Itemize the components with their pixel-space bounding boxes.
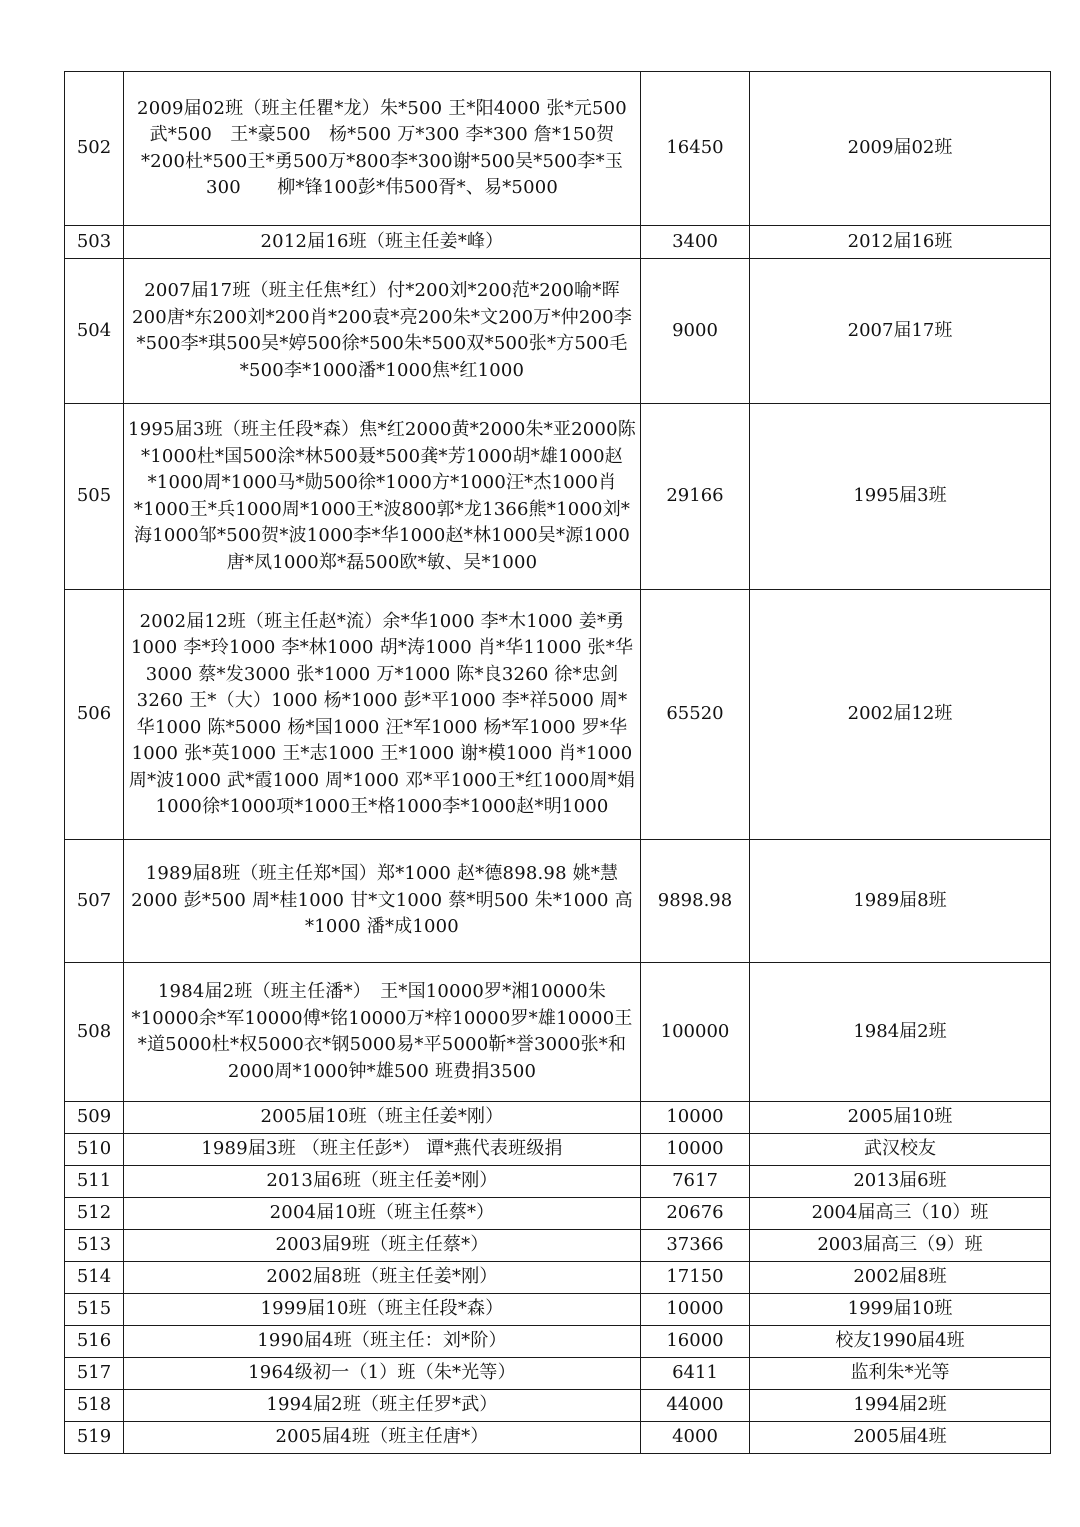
row-number: 511 <box>65 1166 124 1198</box>
table-row <box>65 259 1051 404</box>
amount: 20676 <box>641 1198 750 1230</box>
donor-list: 2002届12班（班主任赵*流）余*华1000 李*木1000 姜*勇1000 李*玲1000 李*林1000 胡*涛1000 肖*华11000 张*华3000 蔡*发3000 张*1000 万*1000 陈*良3260 徐*忠剑3260 王*（大）1000 杨*1000 彭*平1000 李*祥5000 周*华1000 陈*5000 杨*国1000 汪*军1000 杨*军1000 罗*华1000 张*英1000 王*志1000 王*1000 谢*模1000 肖*1000 周*波1000 武*霞1000 周*1000 邓*平1000王*红1000周*娟1000徐*1000项*1000王*格1000李*1000赵*明1000 <box>124 590 641 840</box>
donor-list: 1989届8班（班主任郑*国）郑*1000 赵*德898.98 姚*慧2000 彭*500 周*桂1000 甘*文1000 蔡*明500 朱*1000 高*1000 潘*成1000 <box>124 840 641 963</box>
donor-list: 2004届10班（班主任蔡*） <box>124 1198 641 1230</box>
donor-list: 2005届4班（班主任唐*） <box>124 1422 641 1454</box>
amount: 10000 <box>641 1134 750 1166</box>
table-row <box>65 1166 1051 1198</box>
row-number: 508 <box>65 963 124 1102</box>
table-row <box>65 1134 1051 1166</box>
donor-list: 1964级初一（1）班（朱*光等） <box>124 1358 641 1390</box>
donation-table-body <box>65 72 1051 1454</box>
donor-list: 2012届16班（班主任姜*峰） <box>124 226 641 259</box>
donor-list: 2009届02班（班主任瞿*龙）朱*500 王*阳4000 张*元500武*500 王*豪500 杨*500 万*300 李*300 詹*150贺*200杜*500王*勇500万*800李*300谢*500吴*500李*玉300 柳*锋100彭*伟500胥*、易*5000 <box>124 72 641 226</box>
donor-list: 2002届8班（班主任姜*刚） <box>124 1262 641 1294</box>
amount: 10000 <box>641 1102 750 1134</box>
table-row <box>65 840 1051 963</box>
table-row <box>65 1262 1051 1294</box>
class-note: 2012届16班 <box>750 226 1051 259</box>
class-note: 2004届高三（10）班 <box>750 1198 1051 1230</box>
row-number: 517 <box>65 1358 124 1390</box>
table-row <box>65 1230 1051 1262</box>
row-number: 514 <box>65 1262 124 1294</box>
table-row <box>65 1102 1051 1134</box>
donor-list: 2013届6班（班主任姜*刚） <box>124 1166 641 1198</box>
class-note: 2003届高三（9）班 <box>750 1230 1051 1262</box>
donor-list: 2005届10班（班主任姜*刚） <box>124 1102 641 1134</box>
row-number: 505 <box>65 404 124 590</box>
table-row <box>65 1198 1051 1230</box>
amount: 16450 <box>641 72 750 226</box>
class-note: 1999届10班 <box>750 1294 1051 1326</box>
donor-list: 1995届3班（班主任段*森）焦*红2000黄*2000朱*亚2000陈*1000杜*国500涂*林500聂*500龚*芳1000胡*雄1000赵*1000周*1000马*勋500徐*1000方*1000汪*杰1000肖*1000王*兵1000周*1000王*波800郭*龙1366熊*1000刘*海1000邹*500贺*波1000李*华1000赵*林1000吴*源1000唐*凤1000郑*磊500欧*敏、吴*1000 <box>124 404 641 590</box>
table-row <box>65 590 1051 840</box>
row-number: 509 <box>65 1102 124 1134</box>
class-note: 武汉校友 <box>750 1134 1051 1166</box>
row-number: 516 <box>65 1326 124 1358</box>
amount: 29166 <box>641 404 750 590</box>
row-number: 510 <box>65 1134 124 1166</box>
amount: 9898.98 <box>641 840 750 963</box>
table-row <box>65 963 1051 1102</box>
row-number: 506 <box>65 590 124 840</box>
row-number: 502 <box>65 72 124 226</box>
row-number: 507 <box>65 840 124 963</box>
amount: 9000 <box>641 259 750 404</box>
row-number: 503 <box>65 226 124 259</box>
amount: 65520 <box>641 590 750 840</box>
class-note: 2005届10班 <box>750 1102 1051 1134</box>
table-row <box>65 1326 1051 1358</box>
class-note: 监利朱*光等 <box>750 1358 1051 1390</box>
amount: 3400 <box>641 226 750 259</box>
row-number: 512 <box>65 1198 124 1230</box>
row-number: 519 <box>65 1422 124 1454</box>
donation-table <box>64 71 1051 1454</box>
donor-list: 2003届9班（班主任蔡*） <box>124 1230 641 1262</box>
donor-list: 1999届10班（班主任段*森） <box>124 1294 641 1326</box>
table-row <box>65 1422 1051 1454</box>
class-note: 2013届6班 <box>750 1166 1051 1198</box>
amount: 100000 <box>641 963 750 1102</box>
amount: 17150 <box>641 1262 750 1294</box>
amount: 4000 <box>641 1422 750 1454</box>
class-note: 2002届12班 <box>750 590 1051 840</box>
row-number: 518 <box>65 1390 124 1422</box>
donor-list: 1994届2班（班主任罗*武） <box>124 1390 641 1422</box>
class-note: 1995届3班 <box>750 404 1051 590</box>
class-note: 2009届02班 <box>750 72 1051 226</box>
amount: 37366 <box>641 1230 750 1262</box>
class-note: 1994届2班 <box>750 1390 1051 1422</box>
row-number: 504 <box>65 259 124 404</box>
donor-list: 1984届2班（班主任潘*） 王*国10000罗*湘10000朱*10000余*军10000傅*铭10000万*梓10000罗*雄10000王*道5000杜*权5000衣*钢5000易*平5000靳*誉3000张*和2000周*1000钟*雄500 班费捐3500 <box>124 963 641 1102</box>
donor-list: 1989届3班 （班主任彭*） 谭*燕代表班级捐 <box>124 1134 641 1166</box>
amount: 6411 <box>641 1358 750 1390</box>
table-row <box>65 226 1051 259</box>
table-row <box>65 1390 1051 1422</box>
row-number: 513 <box>65 1230 124 1262</box>
table-row <box>65 404 1051 590</box>
amount: 16000 <box>641 1326 750 1358</box>
class-note: 校友1990届4班 <box>750 1326 1051 1358</box>
row-number: 515 <box>65 1294 124 1326</box>
donor-list: 1990届4班（班主任：刘*阶） <box>124 1326 641 1358</box>
amount: 44000 <box>641 1390 750 1422</box>
table-row <box>65 72 1051 226</box>
amount: 10000 <box>641 1294 750 1326</box>
donor-list: 2007届17班（班主任焦*红）付*200刘*200范*200喻*晖200唐*东200刘*200肖*200袁*亮200朱*文200万*仲200李*500李*琪500吴*婷500徐*500朱*500双*500张*方500毛*500李*1000潘*1000焦*红1000 <box>124 259 641 404</box>
amount: 7617 <box>641 1166 750 1198</box>
class-note: 2005届4班 <box>750 1422 1051 1454</box>
class-note: 1989届8班 <box>750 840 1051 963</box>
table-row <box>65 1294 1051 1326</box>
class-note: 2007届17班 <box>750 259 1051 404</box>
class-note: 2002届8班 <box>750 1262 1051 1294</box>
class-note: 1984届2班 <box>750 963 1051 1102</box>
table-row <box>65 1358 1051 1390</box>
